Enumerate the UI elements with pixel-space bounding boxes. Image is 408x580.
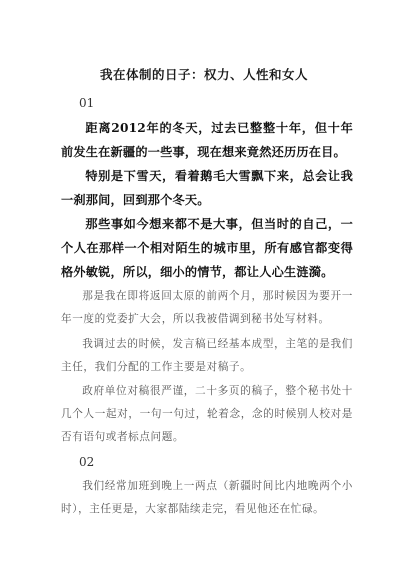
paragraph: 政府单位对稿很严谨，二十多页的稿子，整个秘书处十几个人一起对，一句一句过，轮着念，念的时候别人校对是否有语句或者标点问题。: [61, 385, 353, 443]
paragraph: 那些事如今想来都不是大事，但当时的自己，一个人在那样一个相对陌生的城市里，所有感官都变得格外敏锐，所以，细小的情节，都让人心生涟漪。: [61, 217, 353, 279]
paragraph: 我们经常加班到晚上一两点（新疆时间比内地晚两个小时），主任更是，大家都陆续走完，看见他还在忙碌。: [61, 480, 353, 515]
paragraph: 特别是下雪天，看着鹅毛大雪飘下来，总会让我一刹那间，回到那个冬天。: [61, 169, 353, 207]
section-number: 01: [79, 96, 95, 110]
document-title: 我在体制的日子：权力、人性和女人: [99, 67, 308, 82]
paragraph: 我调过去的时候，发言稿已经基本成型，主笔的是我们主任，我们分配的工作主要是对稿子。: [61, 338, 353, 373]
paragraph: 那是我在即将返回太原的前两个月，那时候因为要开一年一度的党委扩大会，所以我被借调到秘书处写材料。: [61, 290, 353, 325]
paragraph: 距离2012年的冬天，过去已整整十年，但十年前发生在新疆的一些事，现在想来竟然还历历在目。: [61, 121, 353, 159]
section-number: 02: [79, 455, 95, 469]
